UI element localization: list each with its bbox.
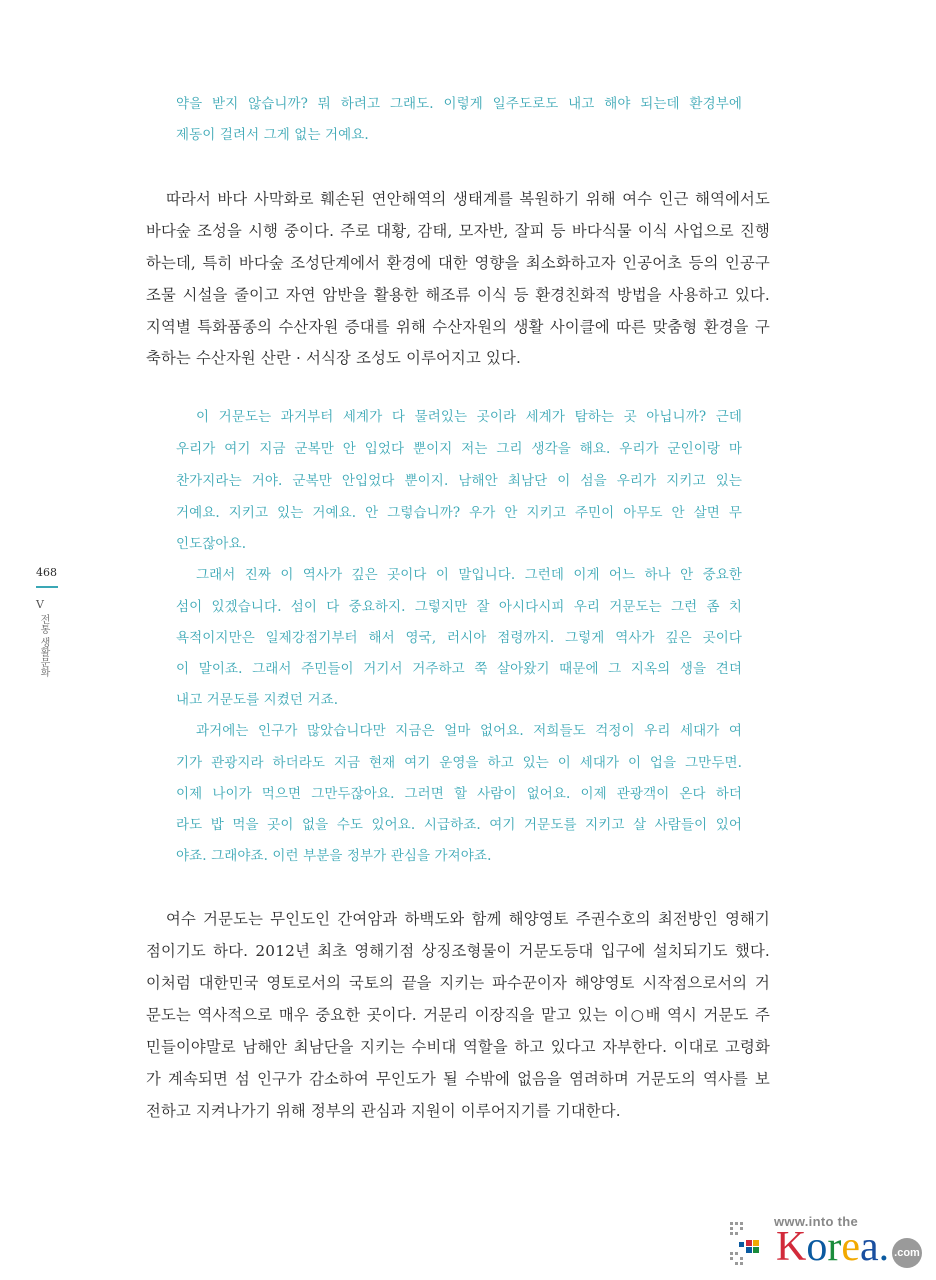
body-line: 민들이야말로 남해안 최남단을 지키는 수비대 역할을 하고 있다고 자부한다. 이대로 고령화 xyxy=(146,1038,770,1056)
quote-line: 과거에는 인구가 많았습니다만 지금은 얼마 없어요. 저희들도 걱정이 우리 세대가 여 xyxy=(196,723,742,739)
logo-com-badge: .com xyxy=(892,1238,922,1268)
logo-letter-k: K xyxy=(776,1224,807,1270)
quote-line: 내고 거문도를 지켰던 거죠. xyxy=(176,692,339,708)
body-line: 축하는 수산자원 산란 · 서식장 조성도 이루어지고 있다. xyxy=(146,349,522,367)
body-line: 전하고 지켜나가기 위해 정부의 관심과 지원이 이루어지기를 기대한다. xyxy=(146,1102,621,1120)
page-number: 468 xyxy=(36,566,57,579)
body-line: 가 계속되면 섬 인구가 감소하여 무인도가 될 수밖에 없음을 염려하며 거문도의 역사를 보 xyxy=(146,1070,770,1088)
chapter-title: 전통 생활문화 xyxy=(38,614,49,678)
quote-line: 이 거문도는 과거부터 세계가 다 물려있는 곳이라 세계가 탐하는 곳 아닙니까? 근데 xyxy=(196,409,742,425)
quote-line: 기가 관광지라 하더라도 지금 현재 여기 운영을 하고 있는 이 세대가 이 업을 그만두면. xyxy=(176,755,742,771)
logo-www-text: www.into the xyxy=(774,1214,858,1229)
body-line: 점이기도 하다. 2012년 최초 영해기점 상징조형물이 거문도등대 입구에 설치되기도 했다. xyxy=(146,942,770,960)
logo-letter-o: o xyxy=(806,1224,828,1270)
body-line: 하는데, 특히 바다숲 조성단계에서 환경에 대한 영향을 최소화하고자 인공어초 등의 인공구 xyxy=(146,254,770,272)
body-line: 여수 거문도는 무인도인 간여암과 하백도와 함께 해양영토 주권수호의 최전방인 영해기 xyxy=(166,910,770,928)
body-line: 문도는 역사적으로 매우 중요한 곳이다. 거문리 이장직을 맡고 있는 이○배 역시 거문도 주 xyxy=(146,1006,770,1024)
pixel-dots-icon xyxy=(730,1222,766,1266)
quote-line: 섬이 있겠습니다. 섬이 다 중요하지. 그렇지만 잘 아시다시피 우리 거문도는 그런 좀 치 xyxy=(176,599,742,615)
quote-line: 이 말이죠. 그래서 주민들이 거기서 거주하고 쭉 살아왔기 때문에 그 지옥의 생을 견뎌 xyxy=(176,661,742,677)
quote-line: 욕적이지만은 일제강점기부터 해서 영국, 러시아 점령까지. 그렇게 역사가 깊은 곳이다 xyxy=(176,630,742,646)
quote-line: 라도 밥 먹을 곳이 없을 수도 있어요. 시급하죠. 여기 거문도를 지키고 살 사람들이 있어 xyxy=(176,817,742,833)
body-line: 조물 시설을 줄이고 자연 암반을 활용한 해조류 이식 등 환경친화적 방법을 사용하고 있다. xyxy=(146,286,770,304)
quote-line: 거예요. 지키고 있는 거예요. 안 그렇습니까? 우가 안 지키고 주민이 아무도 안 살면 무 xyxy=(176,505,742,521)
logo-korea-text xyxy=(776,1224,889,1270)
quote-line: 제동이 걸려서 그게 없는 거예요. xyxy=(176,127,369,143)
quote-line: 찬가지라는 거야. 군복만 안입었다 뿐이지. 남해안 최남단 이 섬을 우리가 지키고 있는 xyxy=(176,473,742,489)
quote-line: 인도잖아요. xyxy=(176,536,247,552)
body-line: 바다숲 조성을 시행 중이다. 주로 대황, 감태, 모자반, 잘피 등 바다식물 이식 사업으로 진행 xyxy=(146,222,770,240)
sidebar-divider xyxy=(36,586,58,588)
logo-dot: . xyxy=(878,1224,890,1270)
body-line: 지역별 특화품종의 수산자원 증대를 위해 수산자원의 생활 사이클에 따른 맞춤형 환경을 구 xyxy=(146,318,770,336)
logo-letter-e: e xyxy=(841,1224,860,1270)
chapter-number: V xyxy=(36,598,44,611)
logo-letter-a: a xyxy=(860,1224,879,1270)
body-line: 따라서 바다 사막화로 훼손된 연안해역의 생태계를 복원하기 위해 여수 인근 해역에서도 xyxy=(166,190,770,208)
body-line: 이처럼 대한민국 영토로서의 국토의 끝을 지키는 파수꾼이자 해양영토 시작점으로서의 거 xyxy=(146,974,770,992)
quote-line: 이제 나이가 먹으면 그만두잖아요. 그러면 할 사람이 없어요. 이제 관광객이 온다 하더 xyxy=(176,786,742,802)
quote-line: 약을 받지 않습니까? 뭐 하려고 그래도. 이렇게 일주도로도 내고 해야 되는데 환경부에 xyxy=(176,96,742,112)
quote-line: 그래서 진짜 이 역사가 깊은 곳이다 이 말입니다. 그런데 이게 어느 하나 안 중요한 xyxy=(196,567,742,583)
quote-line: 야죠. 그래야죠. 이런 부분을 정부가 관심을 가져야죠. xyxy=(176,848,492,864)
quote-line: 우리가 여기 지금 군복만 안 입었다 뿐이지 저는 그리 생각을 해요. 우리가 군인이랑 마 xyxy=(176,441,742,457)
into-the-korea-logo xyxy=(730,1214,926,1274)
logo-letter-r: r xyxy=(827,1224,842,1270)
